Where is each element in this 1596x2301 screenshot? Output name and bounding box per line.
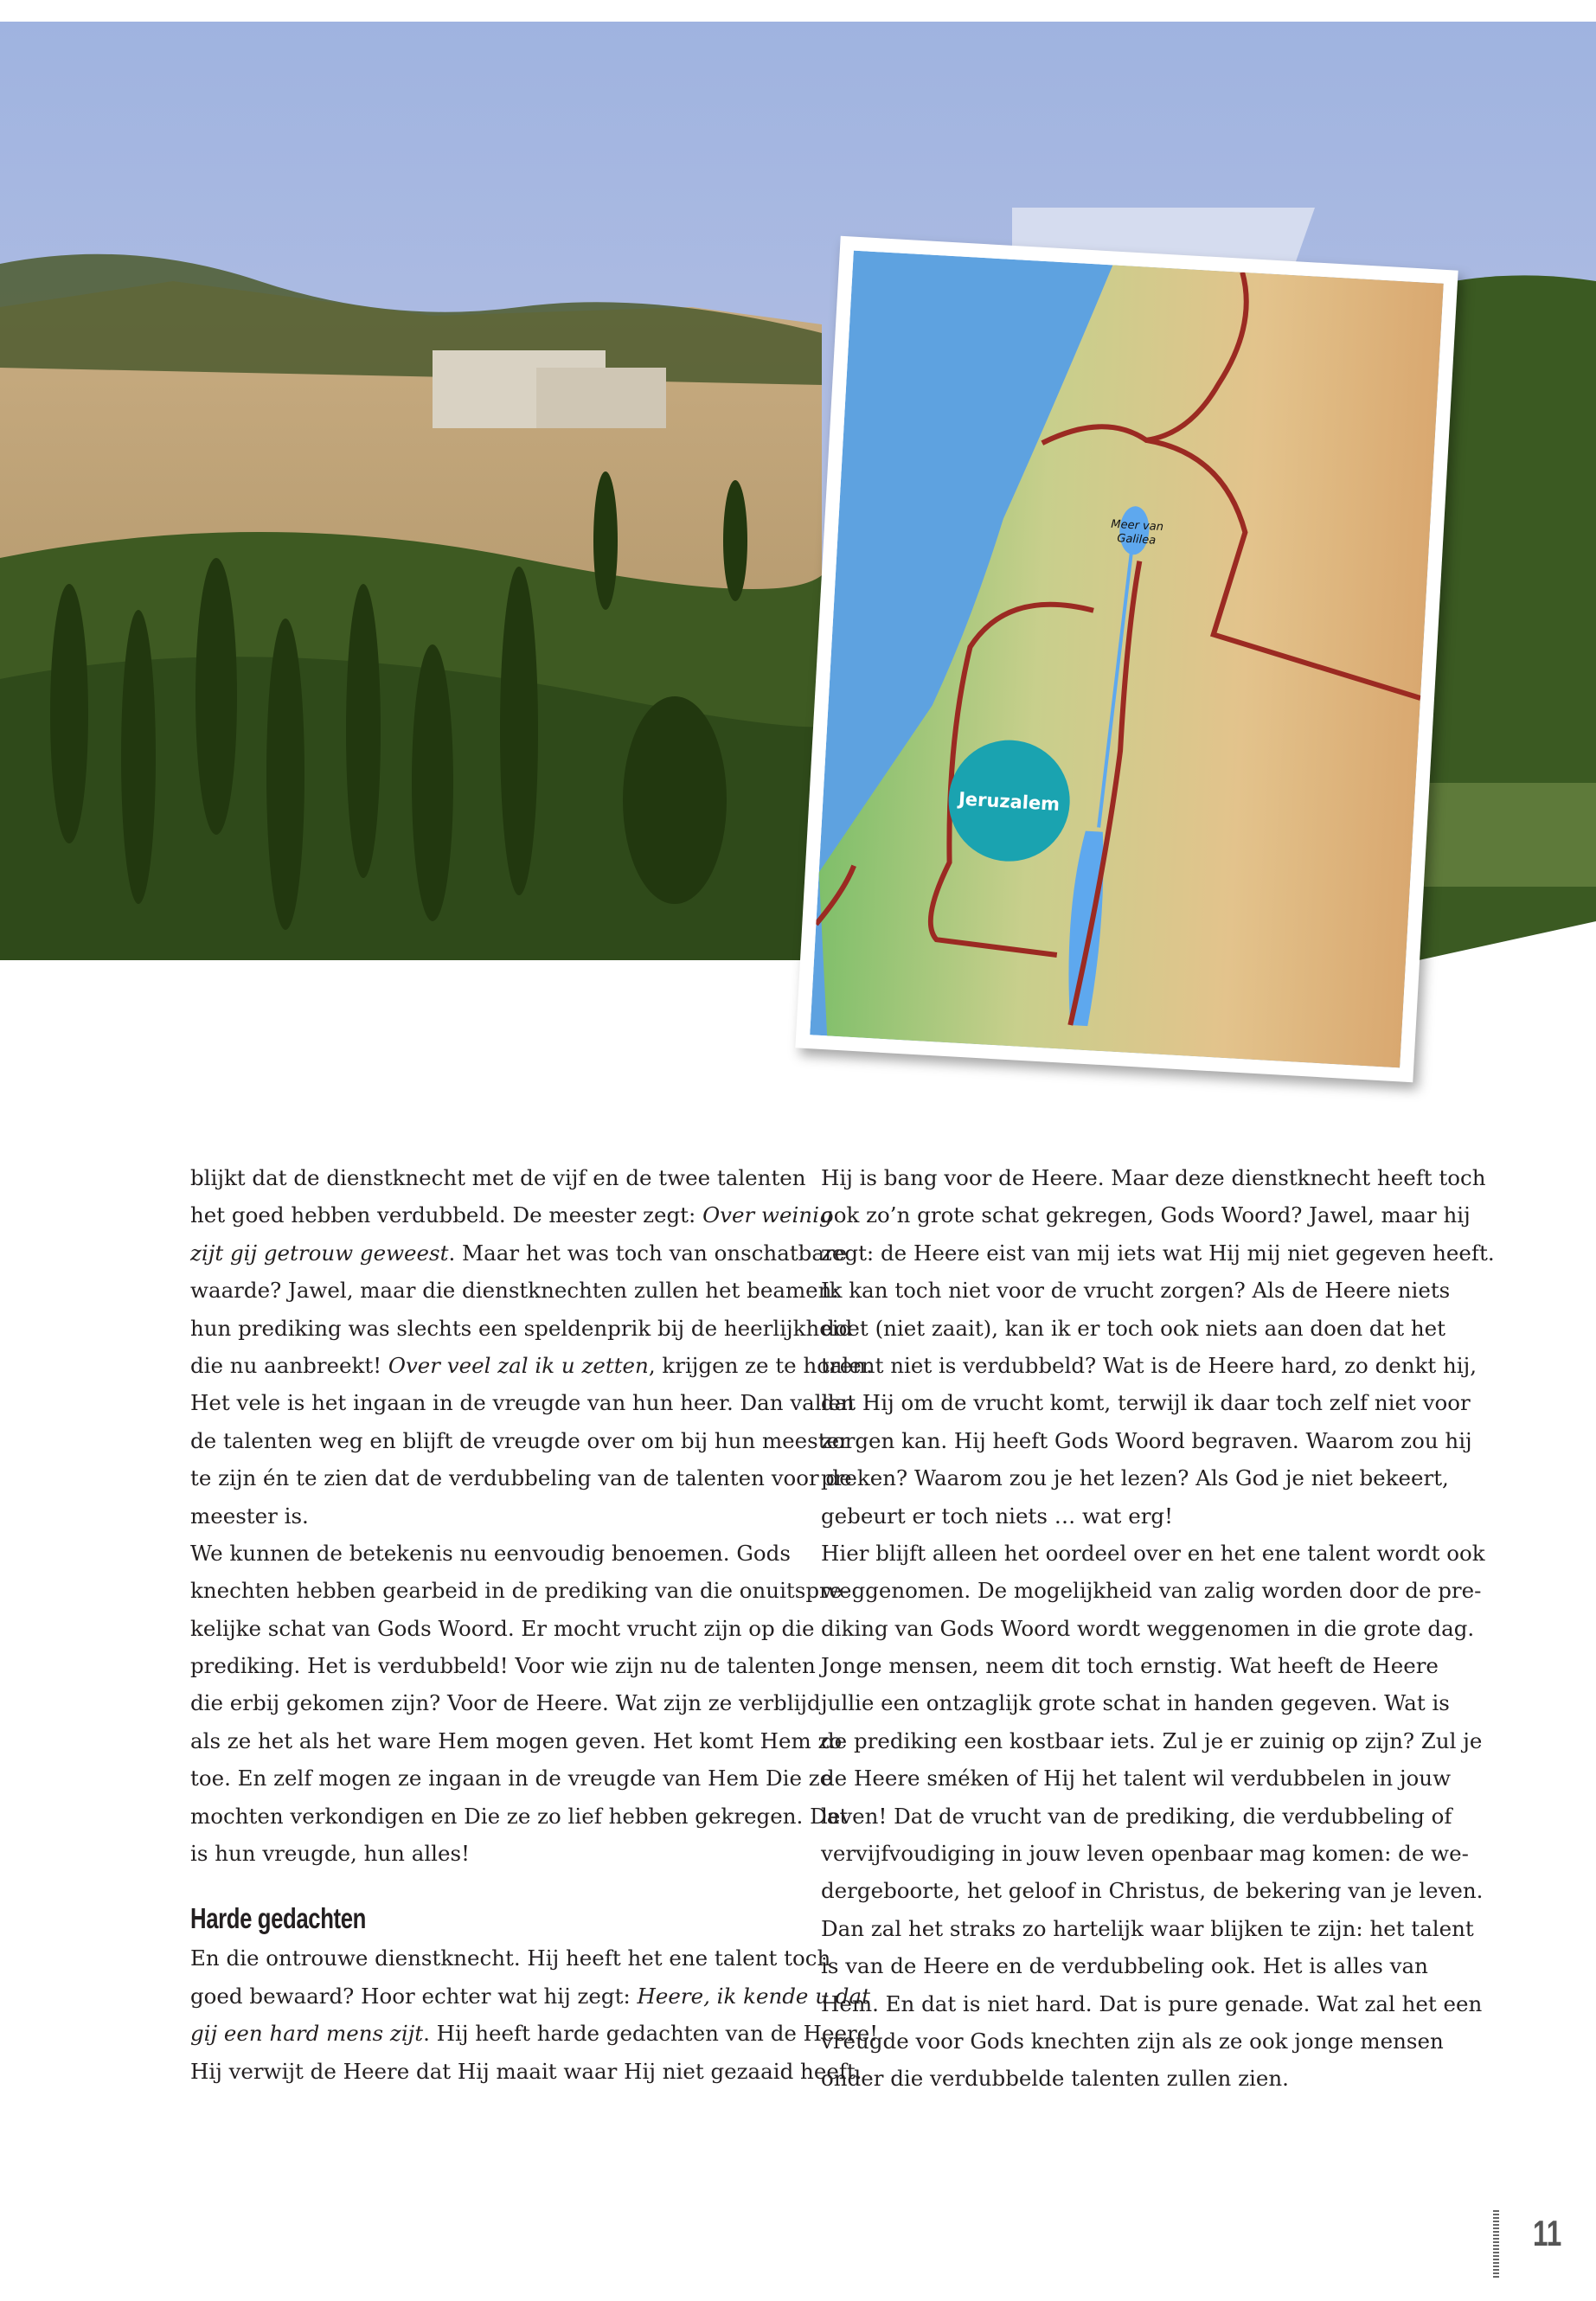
text-segment: gebeurt er toch niets … wat erg! <box>821 1503 1173 1529</box>
text-segment: En die ontrouwe dienstknecht. Hij heeft het ene talent toch <box>190 1945 831 1971</box>
right-paragraphs <box>821 1159 1495 2098</box>
text-line <box>821 1835 1469 1872</box>
italic-quote: Heere, ik kende u dat <box>637 1983 870 2009</box>
text-line <box>821 1272 1451 1309</box>
text-segment: . Maar het was toch van onschatbare <box>448 1240 848 1266</box>
text-segment: onder die verdubbelde talenten zullen zien. <box>821 2066 1289 2092</box>
article-column-left <box>190 1159 879 2090</box>
text-segment: is van de Heere en de verdubbeling ook. Het is alles van <box>821 1953 1428 1979</box>
text-line <box>190 2015 879 2052</box>
text-segment: preken? Waarom zou je het lezen? Als God je niet bekeert, <box>821 1465 1449 1491</box>
text-segment: is hun vreugde, hun alles! <box>190 1841 470 1867</box>
text-line <box>190 1684 821 1721</box>
text-segment: de talenten weg en blijft de vreugde over om bij hun meester <box>190 1427 849 1453</box>
text-line <box>821 1310 1445 1347</box>
text-line <box>190 1647 816 1684</box>
text-line <box>821 2060 1426 2097</box>
text-segment: doet (niet zaait), kan ik er toch ook niets aan doen dat het <box>821 1315 1445 1341</box>
article-column-right <box>821 1159 1495 2098</box>
left-paragraphs <box>190 1159 873 1872</box>
text-line <box>821 2022 1444 2060</box>
text-line <box>190 1310 853 1347</box>
text-segment: Dan zal het straks zo hartelijk waar blijken te zijn: het talent <box>821 1915 1474 1941</box>
map-of-israel <box>810 251 1444 1068</box>
italic-quote: gij een hard mens zijt <box>190 2021 424 2047</box>
text-segment: weggenomen. De mogelijkheid van zalig worden door de pre- <box>821 1578 1482 1604</box>
text-line <box>190 1347 873 1384</box>
page-marker-bar <box>1493 2210 1499 2279</box>
map-card <box>795 236 1458 1082</box>
italic-quote: Over weinig <box>702 1202 833 1228</box>
text-segment: knechten hebben gearbeid in de prediking van die onuitspre- <box>190 1578 849 1604</box>
text-line <box>190 1497 796 1535</box>
text-line <box>821 1384 1471 1421</box>
text-line <box>821 1947 1426 1984</box>
text-segment: te zijn én te zien dat de verdubbeling van de talenten voor de <box>190 1465 852 1491</box>
text-line <box>821 1610 1475 1647</box>
text-segment: prediking. Het is verdubbeld! Voor wie zijn nu de talenten <box>190 1653 816 1679</box>
page-number: 11 <box>1533 2213 1562 2253</box>
text-segment: mochten verkondigen en Die ze zo lief hebben gekregen. Dat <box>190 1803 849 1829</box>
text-line <box>190 2053 862 2090</box>
text-segment: het goed hebben verdubbeld. De meester zegt: <box>190 1202 703 1228</box>
text-segment: de Heere sméken of Hij het talent wil verdubbelen in jouw <box>821 1766 1452 1791</box>
text-line <box>190 1610 815 1647</box>
text-segment: dat Hij om de vrucht komt, terwijl ik daar toch zelf niet voor <box>821 1390 1471 1416</box>
text-line <box>821 1422 1472 1459</box>
italic-quote: zijt gij getrouw geweest <box>190 1240 449 1266</box>
text-line <box>821 1159 1486 1196</box>
text-line <box>821 1647 1439 1684</box>
text-line <box>821 1910 1474 1947</box>
text-line <box>190 1759 833 1797</box>
text-line <box>821 1196 1471 1234</box>
text-segment: Jonge mensen, neem dit toch ernstig. Wat heeft de Heere <box>821 1653 1439 1679</box>
text-line <box>190 1798 849 1835</box>
text-line <box>821 1684 1450 1721</box>
text-segment: meester is. <box>190 1503 309 1529</box>
text-line <box>190 1159 806 1196</box>
text-segment: vreugde voor Gods knechten zijn als ze ook jonge mensen <box>821 2028 1444 2054</box>
text-segment: Hem. En dat is niet hard. Dat is pure genade. Wat zal het een <box>821 1990 1483 2016</box>
text-line <box>821 1234 1495 1272</box>
text-segment: toe. En zelf mogen ze ingaan in de vreugde van Hem Die ze <box>190 1766 833 1791</box>
text-line <box>190 1384 855 1421</box>
text-segment: zegt: de Heere eist van mij iets wat Hij mij niet gegeven heeft. <box>821 1240 1495 1266</box>
text-segment: hun prediking was slechts een speldenprik bij de heerlijkheid <box>190 1315 853 1341</box>
text-line <box>190 1234 848 1272</box>
text-segment: leven! Dat de vrucht van de prediking, die verdubbeling of <box>821 1803 1452 1829</box>
text-segment: waarde? Jawel, maar die dienstknechten zullen het beamen: <box>190 1278 839 1304</box>
text-segment: goed bewaard? Hoor echter wat hij zegt: <box>190 1983 638 2009</box>
text-segment: Ik kan toch niet voor de vrucht zorgen? Als de Heere niets <box>821 1278 1451 1304</box>
text-line <box>190 1196 833 1234</box>
text-line <box>821 1798 1452 1835</box>
text-segment: . Hij heeft harde gedachten van de Heere! <box>423 2021 879 2047</box>
text-segment: diking van Gods Woord wordt weggenomen in die grote dag. <box>821 1615 1475 1641</box>
text-line <box>821 1535 1485 1572</box>
text-segment: dergeboorte, het geloof in Christus, de bekering van je leven. <box>821 1878 1484 1904</box>
text-line <box>190 1459 852 1497</box>
text-line <box>821 1497 1426 1535</box>
lake-label-line2: Galilea <box>1116 532 1157 548</box>
text-segment: vervijfvoudiging in jouw leven openbaar mag komen: de we- <box>821 1841 1469 1867</box>
text-line <box>821 1347 1477 1384</box>
jerusalem-label: Jeruzalem <box>958 788 1061 815</box>
text-segment: talent niet is verdubbeld? Wat is de Heere hard, zo denkt hij, <box>821 1352 1477 1378</box>
lake-label-line1: Meer van <box>1110 517 1164 535</box>
text-segment: de prediking een kostbaar iets. Zul je er zuinig op zijn? Zul je <box>821 1727 1483 1753</box>
text-segment: die erbij gekomen zijn? Voor de Heere. Wat zijn ze verblijd <box>190 1690 821 1716</box>
text-segment: kelijke schat van Gods Woord. Er mocht vrucht zijn op die <box>190 1615 815 1641</box>
text-line <box>190 1572 849 1609</box>
text-segment: die nu aanbreekt! <box>190 1352 388 1378</box>
text-segment: jullie een ontzaglijk grote schat in handen gegeven. Wat is <box>821 1690 1450 1716</box>
text-segment: We kunnen de betekenis nu eenvoudig benoemen. Gods <box>190 1540 791 1566</box>
lake-label <box>1110 518 1163 548</box>
italic-quote: Over veel zal ik u zetten <box>388 1352 649 1378</box>
text-line <box>821 1722 1483 1759</box>
text-line <box>821 1459 1449 1497</box>
text-line <box>190 1722 843 1759</box>
text-line <box>190 1939 831 1977</box>
text-segment: zorgen kan. Hij heeft Gods Woord begraven. Waarom zou hij <box>821 1427 1472 1453</box>
text-line <box>821 1759 1452 1797</box>
text-segment: Het vele is het ingaan in de vreugde van hun heer. Dan vallen <box>190 1390 855 1416</box>
left-paragraphs-after-heading <box>190 1939 879 2090</box>
text-segment: als ze het als het ware Hem mogen geven. Het komt Hem zo <box>190 1727 843 1753</box>
text-segment: blijkt dat de dienstknecht met de vijf en de twee talenten <box>190 1165 806 1190</box>
text-line <box>821 1985 1483 2022</box>
text-segment: Hier blijft alleen het oordeel over en het ene talent wordt ook <box>821 1540 1485 1566</box>
text-line <box>190 1977 870 2015</box>
text-line <box>190 1535 796 1572</box>
section-heading: Harde gedachten <box>190 1902 366 1935</box>
text-line <box>190 1272 839 1309</box>
text-line <box>821 1572 1482 1609</box>
text-segment: ook zo’n grote schat gekregen, Gods Woord? Jawel, maar hij <box>821 1202 1471 1228</box>
text-line <box>821 1872 1484 1909</box>
text-segment: Hij is bang voor de Heere. Maar deze dienstknecht heeft toch <box>821 1165 1486 1190</box>
text-segment: , krijgen ze te horen. <box>648 1352 873 1378</box>
text-segment: Hij verwijt de Heere dat Hij maait waar Hij niet gezaaid heeft. <box>190 2058 862 2084</box>
text-line <box>190 1422 849 1459</box>
text-line <box>190 1835 796 1872</box>
